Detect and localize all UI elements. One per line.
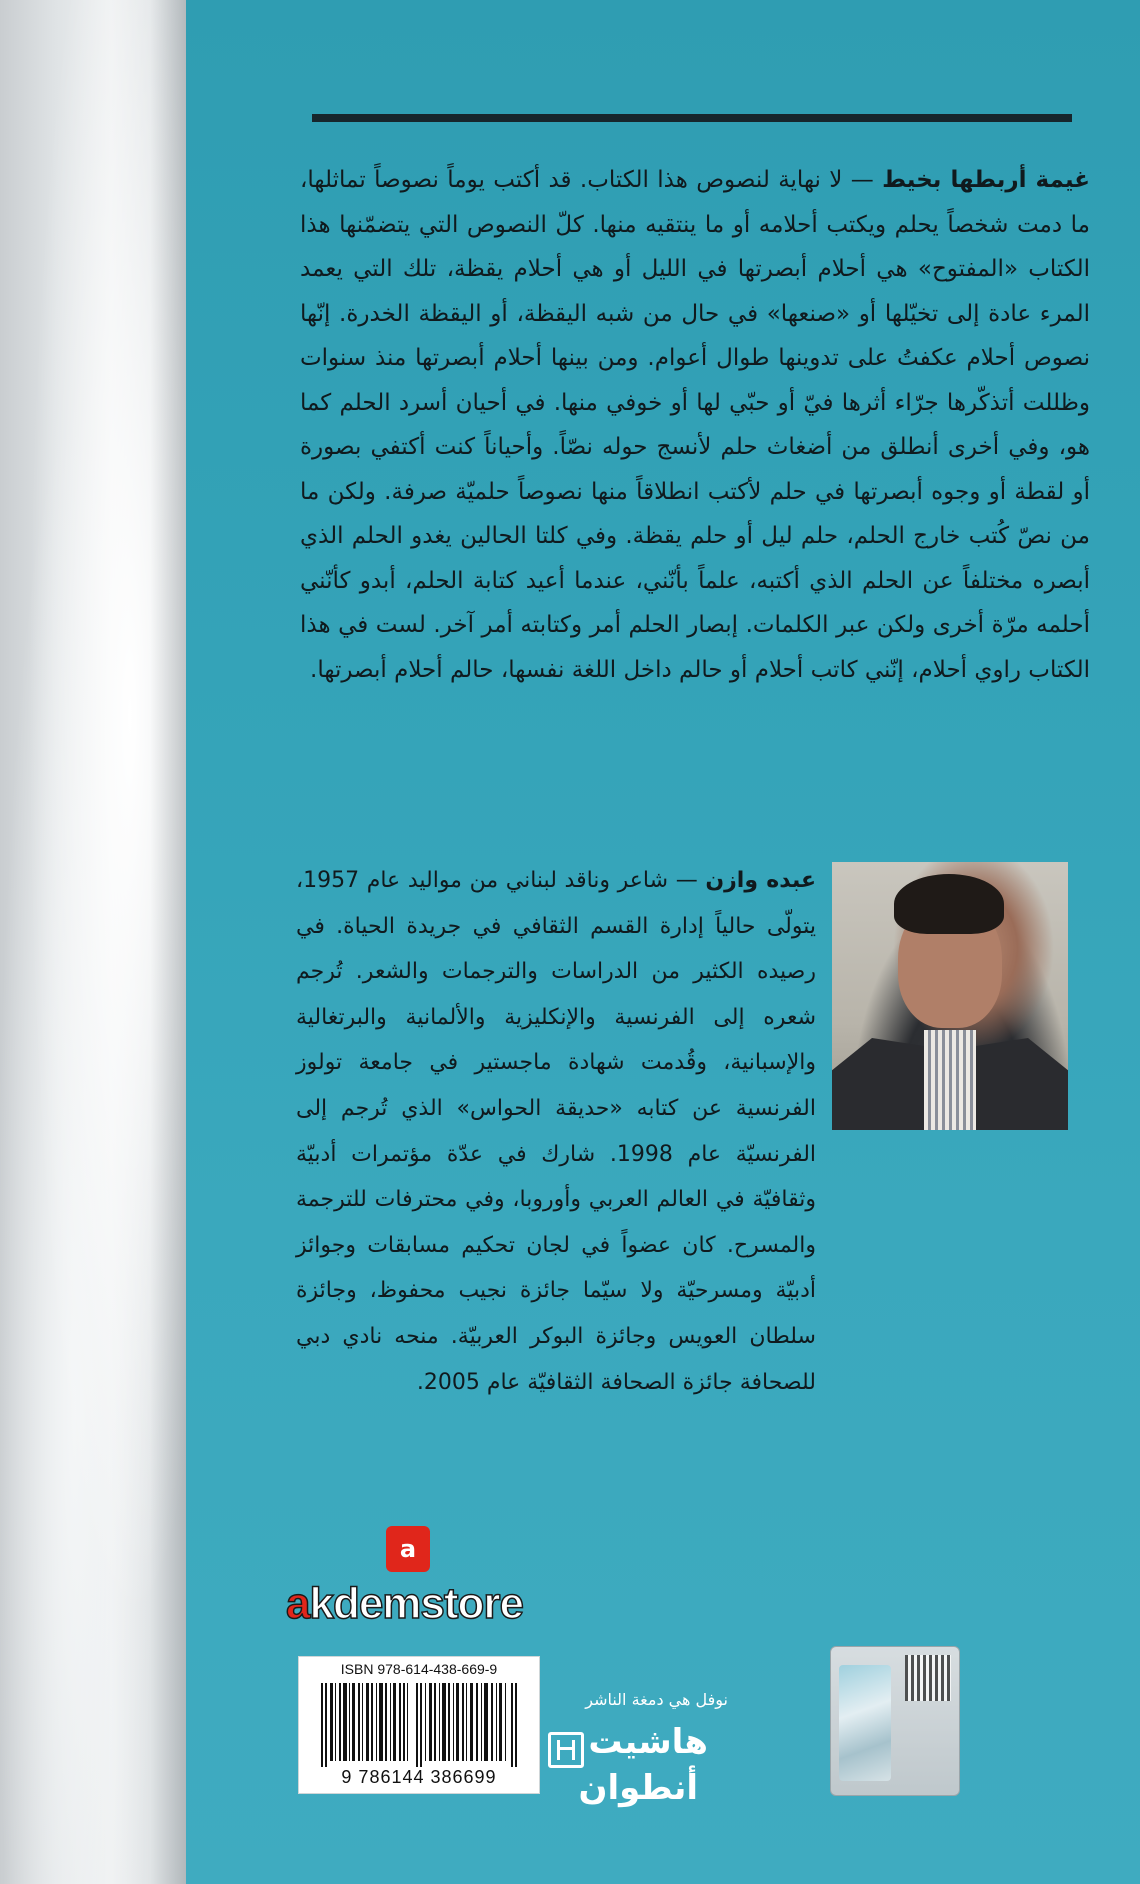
logo-letter-a: a — [286, 1579, 310, 1628]
publisher-name: هاشيت — [588, 1722, 708, 1762]
isbn-label: ISBN 978-614-438-669-9 — [340, 1661, 498, 1677]
author-name: عبده وازن — [705, 868, 816, 893]
book-bag-icon: a — [386, 1526, 430, 1572]
qr-code-icon — [905, 1655, 951, 1701]
author-bio-text: — شاعر وناقد لبناني من مواليد عام 1957، يتولّى حالياً إدارة القسم الثقافي في جريدة الحياة. في رصيده الكثير من الدراسات والترجمات والشعر. تُرجم شعره إلى الفرنسية والإنكليزية والألمانية والبرتغالية والإسبانية، وقُدمت شهادة ماجستير في جامعة تولوز الفرنسية عن كتابه «حديقة الحواس» الذي تُرجم إلى الفرنسيّة عام 1998. شارك في عدّة مؤتمرات أدبيّة وثقافيّة في العالم العربي وأوروبا، وفي محترفات للترجمة والمسرح. كان عضواً في لجان تحكيم مسابقات وجوائز أدبيّة ومسرحيّة ولا سيّما جائزة نجيب محفوظ، وجائزة سلطان العويس وجائزة البوكر العربيّة. منحه نادي دبي للصحافة جائزة الصحافة الثقافيّة عام 2005. — [296, 868, 817, 1395]
blurb-text: — لا نهاية لنصوص هذا الكتاب. قد أكتب يوماً نصوصاً تماثلها، ما دمت شخصاً يحلم ويكتب أحلامه أو ما ينتقيه منها. كلّ النصوص التي يتضمّنها هذا الكتاب «المفتوح» هي أحلام أبصرتها في الليل أو هي أحلام يقظة، تلك التي يعمد المرء عادة إلى تخيّلها أو «صنعها» في حال من شبه اليقظة، أو اليقظة الخدرة. إنّها نصوص أحلام عكفتُ على تدوينها طوال أعوام. ومن بينها أحلام أبصرتها منذ سنوات وظللت أتذكّرها جرّاء أثرها فيّ أو حبّي لها أو خوفي منها. في أحيان أسرد الحلم كما هو، وفي أخرى أنطلق من أضغاث حلم لأنسج حوله نصّاً. وأحياناً كنت أكتفي بصورة أو لقطة أو وجوه أبصرتها في حلم لأكتب انطلاقاً منها نصوصاً حلميّة صرفة. ولكن ما من نصّ كُتب خارج الحلم، حلم ليل أو حلم يقظة. وفي كلتا الحالين يغدو الحلم الذي أبصره مختلفاً عن الحلم الذي أكتبه، علماً بأنّني، عندما أعيد كتابة الحلم، أبدو كأنّني أحلمه مرّة أخرى ولكن عبر الكلمات. إبصار الحلم أمر وكتابته أمر آخر. لست في هذا الكتاب راوي أحلام، إنّني كاتب أحلام أو حالم داخل اللغة نفسها، حالم أحلام أبصرتها. — [300, 167, 1090, 683]
hologram-icon — [839, 1665, 891, 1781]
publisher-name-2: أنطوان — [578, 1768, 698, 1808]
photo-jacket-left — [832, 1038, 932, 1130]
photo-hair — [894, 874, 1004, 934]
barcode-bars — [321, 1683, 517, 1767]
book-blurb — [300, 158, 1090, 692]
author-bio — [296, 858, 816, 1405]
photo-shirt — [924, 1030, 976, 1130]
store-logo-text — [286, 1574, 556, 1634]
logo-brand-rest: kdemstore — [309, 1579, 524, 1628]
hologram-sticker — [830, 1646, 960, 1796]
barcode-digits: 9 786144 386699 — [341, 1767, 497, 1787]
publisher-note: نوفل هي دمغة الناشر — [585, 1690, 728, 1709]
store-logo — [286, 1526, 556, 1636]
book-title-lead: غيمة أربطها بخيط — [882, 167, 1090, 193]
spine-shadow — [150, 0, 190, 1884]
top-rule — [312, 114, 1072, 122]
photo-jacket-right — [968, 1038, 1068, 1130]
author-photo — [832, 862, 1068, 1130]
isbn-barcode — [298, 1656, 540, 1794]
